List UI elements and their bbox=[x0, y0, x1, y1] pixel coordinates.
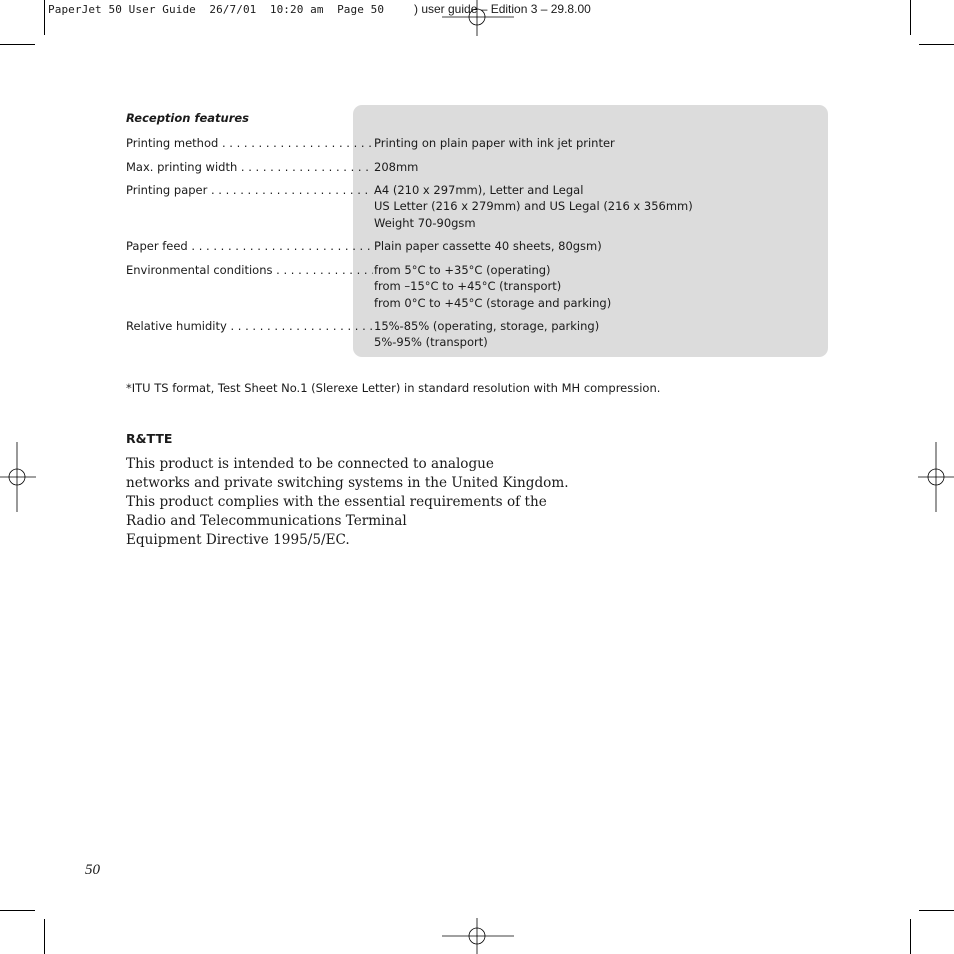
spec-values bbox=[374, 318, 599, 351]
printer-slug-tail: ) user guide – Edition 3 – 29.8.00 bbox=[414, 2, 591, 16]
printer-slug: PaperJet 50 User Guide 26/7/01 10:20 am Page 50 bbox=[48, 3, 385, 16]
registration-mark-right bbox=[918, 442, 954, 512]
registration-mark-top bbox=[442, 0, 514, 36]
spec-value: from –15°C to +45°C (transport) bbox=[374, 279, 562, 294]
crop-mark-bottom-right-v bbox=[910, 919, 911, 954]
spec-value: Printing on plain paper with ink jet printer bbox=[374, 136, 615, 150]
reception-features-heading: Reception features bbox=[126, 111, 250, 125]
spec-label: Printing paper . . . bbox=[126, 182, 373, 198]
crop-mark-top-right-v bbox=[910, 0, 911, 35]
spec-label: Relative humidity . . . bbox=[126, 318, 373, 334]
spec-value: 15%-85% (operating, storage, parking) bbox=[374, 319, 600, 333]
registration-mark-bottom bbox=[442, 918, 514, 954]
rtte-line: Equipment Directive 1995/5/EC. bbox=[126, 532, 350, 549]
crop-mark-top-left-v bbox=[44, 0, 45, 35]
spec-value: US Letter (216 x 279mm) and US Legal (216 x 356mm) bbox=[374, 199, 693, 214]
spec-label: Printing method . . . bbox=[126, 135, 373, 151]
rtte-paragraph bbox=[126, 455, 569, 550]
page-number: 50 bbox=[85, 862, 100, 878]
spec-value: Plain paper cassette 40 sheets, 80gsm) bbox=[374, 239, 602, 253]
registration-mark-left bbox=[0, 442, 36, 512]
spec-label: Paper feed . . . bbox=[126, 238, 373, 254]
crop-mark-bottom-left-v bbox=[44, 919, 45, 954]
spec-label: Environmental conditions . . . bbox=[126, 262, 373, 278]
spec-values bbox=[374, 238, 602, 254]
crop-mark-bottom-right-h bbox=[919, 910, 954, 911]
footnote: *ITU TS format, Test Sheet No.1 (Slerexe Letter) in standard resolution with MH compression. bbox=[126, 381, 661, 395]
crop-mark-top-right-h bbox=[919, 44, 954, 45]
spec-value: A4 (210 x 297mm), Letter and Legal bbox=[374, 183, 584, 197]
spec-value: 208mm bbox=[374, 160, 419, 174]
rtte-line: This product complies with the essential requirements of the bbox=[126, 494, 547, 511]
rtte-line: Radio and Telecommunications Terminal bbox=[126, 513, 407, 530]
spec-values bbox=[374, 159, 418, 175]
crop-mark-bottom-left-h bbox=[0, 910, 35, 911]
spec-values bbox=[374, 182, 693, 231]
spec-values bbox=[374, 262, 611, 311]
crop-mark-top-left-h bbox=[0, 44, 35, 45]
spec-value: from 0°C to +45°C (storage and parking) bbox=[374, 295, 612, 310]
spec-value: Weight 70-90gsm bbox=[374, 215, 476, 230]
spec-label: Max. printing width . . . bbox=[126, 159, 373, 175]
spec-value: from 5°C to +35°C (operating) bbox=[374, 263, 551, 277]
rtte-heading: R&TTE bbox=[126, 431, 173, 446]
rtte-line: This product is intended to be connected to analogue bbox=[126, 456, 494, 472]
spec-values bbox=[374, 135, 615, 151]
spec-value: 5%-95% (transport) bbox=[374, 335, 488, 350]
rtte-line: networks and private switching systems in the United Kingdom. bbox=[126, 475, 569, 492]
